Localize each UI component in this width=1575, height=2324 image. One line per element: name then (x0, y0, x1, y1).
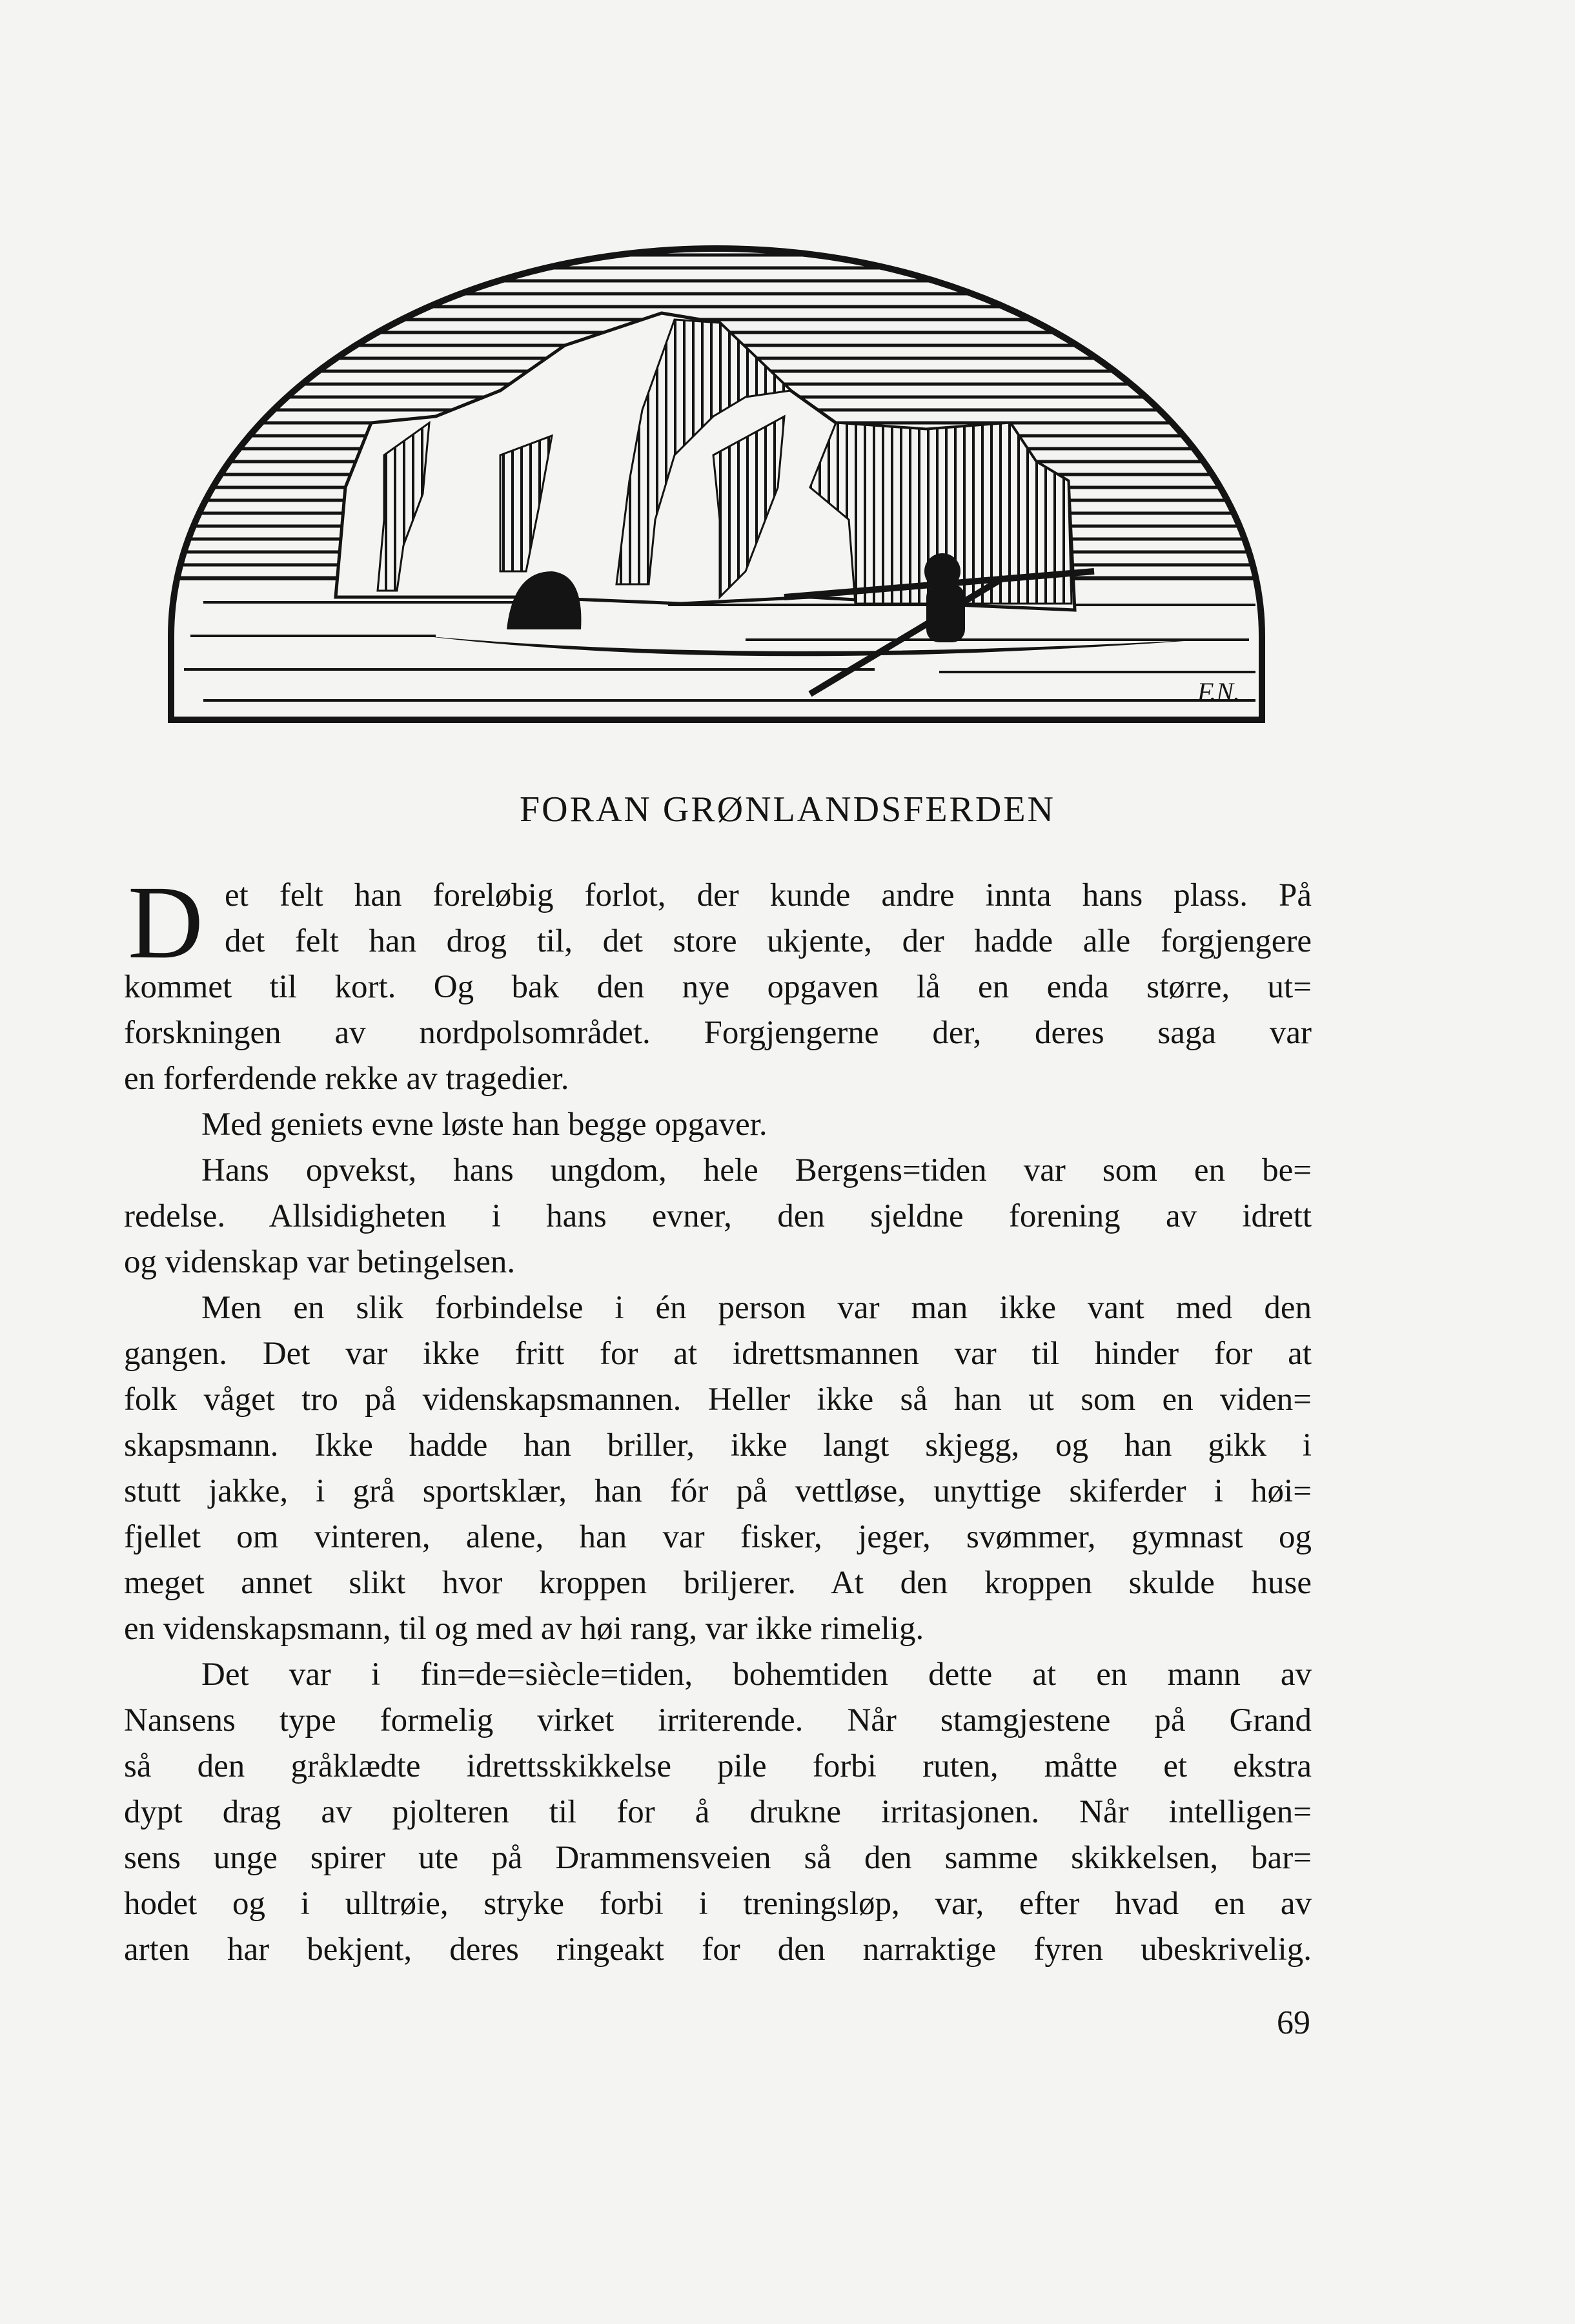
iceberg-illustration-svg (165, 184, 1268, 726)
text-line: kommet til kort. Og bak den nye opgaven lå en enda større, ut= (124, 969, 1312, 1005)
text-line: Hans opvekst, hans ungdom, hele Bergens=tiden var som en be= (201, 1152, 1312, 1188)
text-line: så den gråklædte idrettsskikkelse pile forbi ruten, måtte et ekstra (124, 1748, 1312, 1784)
text-line: dypt drag av pjolteren til for å drukne irritasjonen. Når intelligen= (124, 1794, 1312, 1830)
text-line: Med geniets evne løste han begge opgaver. (201, 1106, 767, 1143)
text-line: et felt han foreløbig forlot, der kunde andre innta hans plass. På (225, 877, 1312, 913)
text-line: folk våget tro på videnskapsmannen. Heller ikke så han ut som en viden= (124, 1381, 1312, 1418)
iceberg-illustration (165, 184, 1268, 726)
page-number: 69 (1277, 2004, 1310, 2041)
text-line: forskningen av nordpolsområdet. Forgjengerne der, deres saga var (124, 1015, 1312, 1051)
text-line: en videnskapsmann, til og med av høi rang, var ikke rimelig. (124, 1611, 924, 1647)
text-line: stutt jakke, i grå sportsklær, han fór på vettløse, unyttige skiferder i høi= (124, 1473, 1312, 1509)
chapter-title: FORAN GRØNLANDSFERDEN (520, 790, 1055, 830)
text-line: det felt han drog til, det store ukjente, der hadde alle forgjengere (225, 923, 1312, 959)
body-text (124, 865, 1312, 1973)
text-line: og videnskap var betingelsen. (124, 1244, 516, 1280)
drop-cap: D (128, 865, 203, 981)
text-line: hodet og i ulltrøie, stryke forbi i treningsløp, var, efter hvad en av (124, 1886, 1312, 1922)
text-line: skapsmann. Ikke hadde han briller, ikke langt skjegg, og han gikk i (124, 1427, 1312, 1463)
text-line: arten har bekjent, deres ringeakt for den narraktige fyren ubeskrivelig. (124, 1932, 1312, 1968)
text-line: Nansens type formelig virket irriterende. Når stamgjestene på Grand (124, 1702, 1312, 1738)
text-line: redelse. Allsidigheten i hans evner, den sjeldne forening av idrett (124, 1198, 1312, 1234)
text-line: sens unge spirer ute på Drammensveien så den samme skikkelsen, bar= (124, 1840, 1312, 1876)
text-line: en forferdende rekke av tragedier. (124, 1061, 569, 1097)
text-line: gangen. Det var ikke fritt for at idrettsmannen var til hinder for at (124, 1336, 1312, 1372)
text-line: meget annet slikt hvor kroppen briljerer. At den kroppen skulde huse (124, 1565, 1312, 1601)
text-line: Men en slik forbindelse i én person var man ikke vant med den (201, 1290, 1312, 1326)
signature-text: F.N. (1197, 677, 1240, 706)
text-line: fjellet om vinteren, alene, han var fisker, jeger, svømmer, gymnast og (124, 1519, 1312, 1555)
text-line: Det var i fin=de=siècle=tiden, bohemtiden dette at en mann av (201, 1656, 1312, 1693)
